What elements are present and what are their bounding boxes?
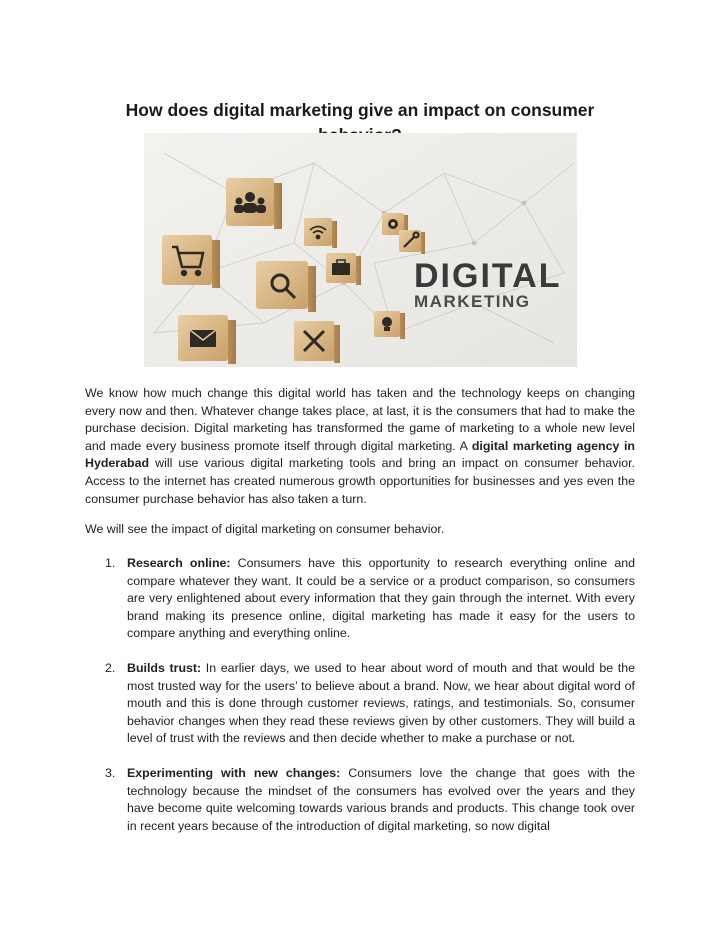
list-number: 2. <box>105 660 116 675</box>
impact-list <box>105 555 635 852</box>
cart-cube <box>162 235 220 288</box>
gear-icon <box>388 219 398 229</box>
list-item-text: In earlier days, we used to hear about word of mouth and that would be the most trusted way for the users’ to believe about a brand. Now, we hear about digital word of mouth and this is done through customer reviews, ratings, and testimonials. So, consumer behavior changes when they read these reviews given by other customers. They will build a level of trust with the reviews and then decide whether to make a purchase or not. <box>127 660 635 746</box>
list-item <box>105 765 635 835</box>
briefcase-cube <box>326 253 361 285</box>
wrench-cube <box>399 230 425 254</box>
lightbulb-cube <box>374 311 405 339</box>
list-item-heading: Builds trust: <box>127 660 202 675</box>
wifi-cube <box>304 218 337 248</box>
intro-text-start: We know how much change this digital world has taken and the technology keeps on changing every now and then. Whatever change takes place, at last, it is the consumers that had to make the purchase decision. Digital marketing has transformed the game of marketing to a whole new level and made every business promote itself through digital marketing. A <box>85 386 635 453</box>
tools-cube <box>294 321 340 363</box>
lead-paragraph: We will see the impact of digital marketing on consumer behavior. <box>85 522 445 536</box>
intro-bold-link: digital marketing agency in Hyderabad <box>85 438 635 471</box>
image-word-digital: DIGITAL <box>414 257 562 295</box>
list-item-text: Consumers love the change that goes with the technology because the mindset of the consumers has evolved over the years and they have become quite welcoming towards various brands and products. This change took over in recent years because of the introduction of digital marketing, so now digital <box>127 765 635 833</box>
list-item <box>105 555 635 643</box>
envelope-cube <box>178 315 236 364</box>
list-item-heading: Experimenting with new changes: <box>127 765 341 780</box>
team-cube <box>226 178 282 229</box>
intro-text-end: will use various digital marketing tools and bring an impact on consumer behavior. Access to the internet has created numerous growth opportunities for businesses and yes even the consumer purchase behavior has also taken a turn. <box>85 456 635 506</box>
image-word-marketing: MARKETING <box>414 292 531 311</box>
list-item <box>105 660 635 748</box>
list-number: 3. <box>105 765 116 780</box>
hero-image <box>144 133 577 367</box>
intro-paragraph <box>85 385 635 508</box>
search-cube <box>256 261 316 312</box>
list-item-heading: Research online: <box>127 556 231 570</box>
envelope-icon <box>190 330 216 347</box>
list-item-text: Consumers have this opportunity to research everything online and compare whatever they want. It could be a service or a product comparison, so consumers are very enlightened about every information that they gain through the internet. With every brand making its presence online, digital marketing has made it easy for the users to compare anything and everything online. <box>127 556 635 641</box>
title-line-1: How does digital marketing give an impact on consumer <box>125 99 595 120</box>
list-number: 1. <box>105 556 116 570</box>
